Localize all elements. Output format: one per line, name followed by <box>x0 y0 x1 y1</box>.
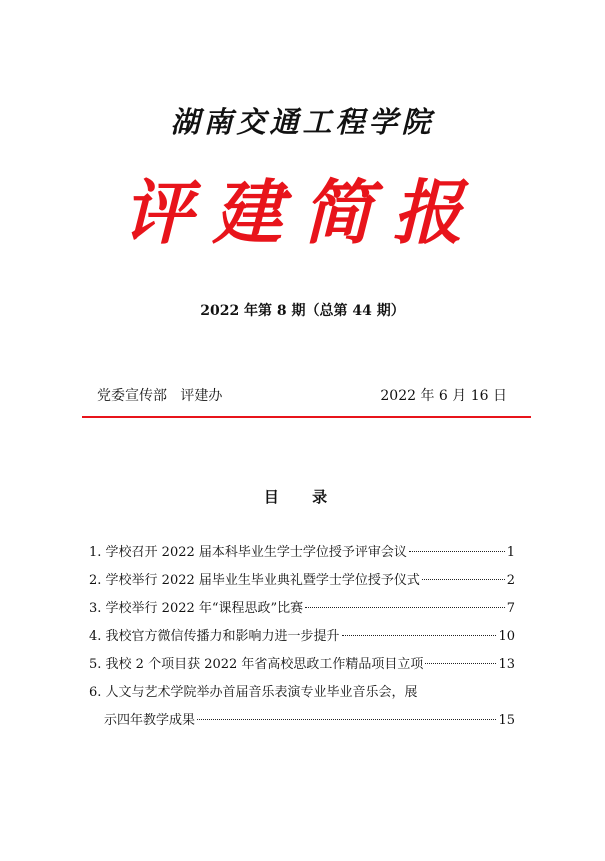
toc-item-page: 13 <box>498 657 515 672</box>
bulletin-title: 评建简报 <box>122 171 483 254</box>
toc-leader-dots <box>422 579 505 580</box>
publish-date: 2022 年 6 月 16 日 <box>380 388 507 404</box>
toc-item-text: 2. 学校举行 2022 届毕业生毕业典礼暨学士学位授予仪式 <box>89 573 420 588</box>
table-of-contents <box>89 539 515 735</box>
toc-item-text: 6. 人文与艺术学院举办首届音乐表演专业毕业音乐会，展 <box>89 685 418 700</box>
issue-number: 2022 年第 8 期（总第 44 期） <box>200 303 405 319</box>
toc-leader-dots <box>305 607 505 608</box>
toc-item[interactable] <box>89 567 515 595</box>
toc-item-page: 2 <box>506 573 515 588</box>
toc-leader-dots <box>342 635 497 636</box>
toc-leader-dots <box>409 551 505 552</box>
toc-item-text: 3. 学校举行 2022 年“课程思政”比赛 <box>89 601 304 616</box>
toc-item-page: 10 <box>498 629 515 644</box>
toc-item[interactable] <box>89 623 515 651</box>
toc-item-text: 1. 学校召开 2022 届本科毕业生学士学位授予评审会议 <box>89 545 407 560</box>
toc-item-text: 4. 我校官方微信传播力和影响力进一步提升 <box>89 629 340 644</box>
toc-leader-dots <box>197 719 496 720</box>
toc-item[interactable] <box>89 539 515 567</box>
toc-item[interactable] <box>89 679 515 707</box>
toc-leader-dots <box>425 663 496 664</box>
toc-item[interactable] <box>89 651 515 679</box>
toc-item-page: 1 <box>506 545 515 560</box>
toc-item-page: 15 <box>498 713 515 728</box>
red-divider <box>82 416 531 418</box>
toc-title: 目 录 <box>263 488 342 506</box>
department-label: 党委宣传部 评建办 <box>97 388 223 404</box>
toc-item-page: 7 <box>506 601 515 616</box>
toc-item-continuation[interactable] <box>89 707 515 735</box>
toc-item[interactable] <box>89 595 515 623</box>
toc-item-text: 示四年教学成果 <box>104 713 196 728</box>
toc-item-text: 5. 我校 2 个项目获 2022 年省高校思政工作精品项目立项 <box>89 657 424 672</box>
institution-name: 湖南交通工程学院 <box>170 105 435 139</box>
